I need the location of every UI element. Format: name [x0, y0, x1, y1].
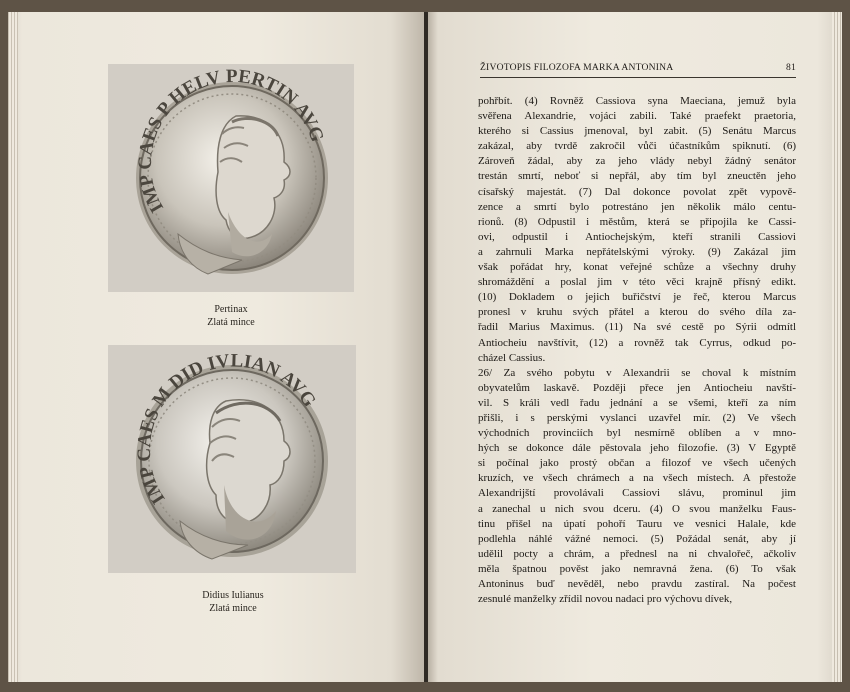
page-number: 81 [786, 62, 796, 73]
text-line: Antiocheiu navštívit, (12) a rovněž tak Cyrrus, odkud po- [478, 336, 796, 349]
text-line: podlehla náhlé vážné nemoci. (5) Požádal senát, aby jí [478, 532, 796, 545]
coin-name: Didius Iulianus [202, 590, 264, 601]
text-line: 26/ Za svého pobytu v Alexandrii se choval k místním [478, 366, 796, 379]
text-line: svěřena Alexandrie, vojáci zabili. Také praefekt praetoria, [478, 110, 796, 123]
text-line: hých se dokonce dále pěstovala jeho filozofie. (3) V Egyptě [478, 442, 796, 455]
running-head-title: ŽIVOTOPIS FILOZOFA MARKA ANTONINA [480, 62, 674, 73]
coin-metal: Zlatá mince [209, 603, 257, 614]
page-edges-right [832, 12, 842, 682]
right-page [428, 12, 842, 682]
text-line: kruzích, ve všech chrámech a na všech místech. A přestože [478, 472, 796, 485]
running-header [480, 62, 796, 78]
coin-caption-didius-iulianus [133, 589, 333, 615]
text-line: obyvatelům laskavě. Později přece jen Antiocheiu navští- [478, 381, 796, 394]
page-edges-left [8, 12, 18, 682]
text-line: vil. S králi vedl řadu jednání a se všemi, kteří za ním [478, 396, 796, 409]
left-page [8, 12, 424, 682]
coin-caption-pertinax [131, 303, 331, 329]
text-line: ovi, odpustil i Antiochejským, kteří stranili Cassiovi [478, 230, 796, 243]
text-line: kterého si Cassius jmenoval, byl zabit. (5) Senátu Marcus [478, 125, 796, 138]
open-book [8, 12, 842, 682]
svg-text:IMP CAES M DID IVLIAN AVG: IMP CAES M DID IVLIAN AVG [133, 350, 320, 508]
text-line: přišli, i s perskými vyslanci uzavřel mír. (2) Ve všech [478, 411, 796, 424]
text-line: císařský majestát. (7) Dal dokonce povolat zpět vypově- [478, 185, 796, 198]
text-line: trestán smrtí, neboť si nepřál, aby tím byl zneuctěn jeho [478, 170, 796, 183]
text-line: (10) Dokladem o jejich buřičství je řeč, kterou Marcus [478, 291, 796, 304]
text-line: pronesl v kruhu svých přátel a kterou do svého díla za- [478, 306, 796, 319]
coin-photo-pertinax [108, 64, 354, 292]
text-line: si počínal jako prostý občan a filozof ve všech učených [478, 457, 796, 470]
text-line: Zároveň žádal, aby za jeho vlády nebyl žádný senátor [478, 155, 796, 168]
text-line: udělil pocty a chrám, a přednesl na ni chvalořeč, ačkoliv [478, 547, 796, 560]
coin-image [108, 64, 354, 292]
text-line: zence a smrtí bylo potrestáno jen několik málo centu- [478, 200, 796, 213]
text-line: a zanechal u nich svou dceru. (4) O svou manželku Faus- [478, 502, 796, 515]
body-text [478, 94, 796, 607]
text-line: Alexandrijští provolávali Cassiovi slávu, prominul jim [478, 487, 796, 500]
text-line: však pořádat hry, konat veřejné schůze a všechny druhy [478, 261, 796, 274]
text-line: Antoninus buď nevěděl, nebo pravdu zastíral. Na počest [478, 578, 796, 590]
text-line: tinu přišel na úpatí pohoří Tauru ve vesnici Halale, kde [478, 517, 796, 530]
coin-image [108, 345, 356, 573]
text-line: řadil Marius Maximus. (11) Na své cestě po Sýrii odmítl [478, 321, 796, 334]
text-line: pohřbít. (4) Rovněž Cassiova syna Maeciana, jemuž byla [478, 95, 796, 107]
text-line: shromáždění a poslal jim v této věci krajně přísný edikt. [478, 276, 796, 289]
text-line: zesnulé manželky zřídil novou nadaci pro výchovu dívek, [478, 593, 733, 606]
coin-name: Pertinax [214, 304, 248, 315]
text-line: a zahrnuli Marka nepřátelskými výroky. (9) Zakázal jim [478, 245, 796, 258]
text-line: zakázal, aby tvrdě zakročil vůči účastníkům spiknutí. (6) [478, 140, 796, 153]
coin-photo-didius-iulianus [108, 345, 356, 573]
text-line: rionů. (8) Odpustil i městům, která se připojila ke Cassi- [478, 215, 796, 228]
text-line: východních provinciích byl nesmírně oblíben a v mno- [478, 427, 796, 440]
coin-metal: Zlatá mince [207, 317, 255, 328]
svg-text:IMP CAES P HELV PERTIN AVG: IMP CAES P HELV PERTIN AVG [134, 65, 328, 217]
text-line: cházel Cassius. [478, 351, 546, 364]
text-line: měla špatnou pověst jako nemravná žena. (6) To však [478, 562, 796, 575]
